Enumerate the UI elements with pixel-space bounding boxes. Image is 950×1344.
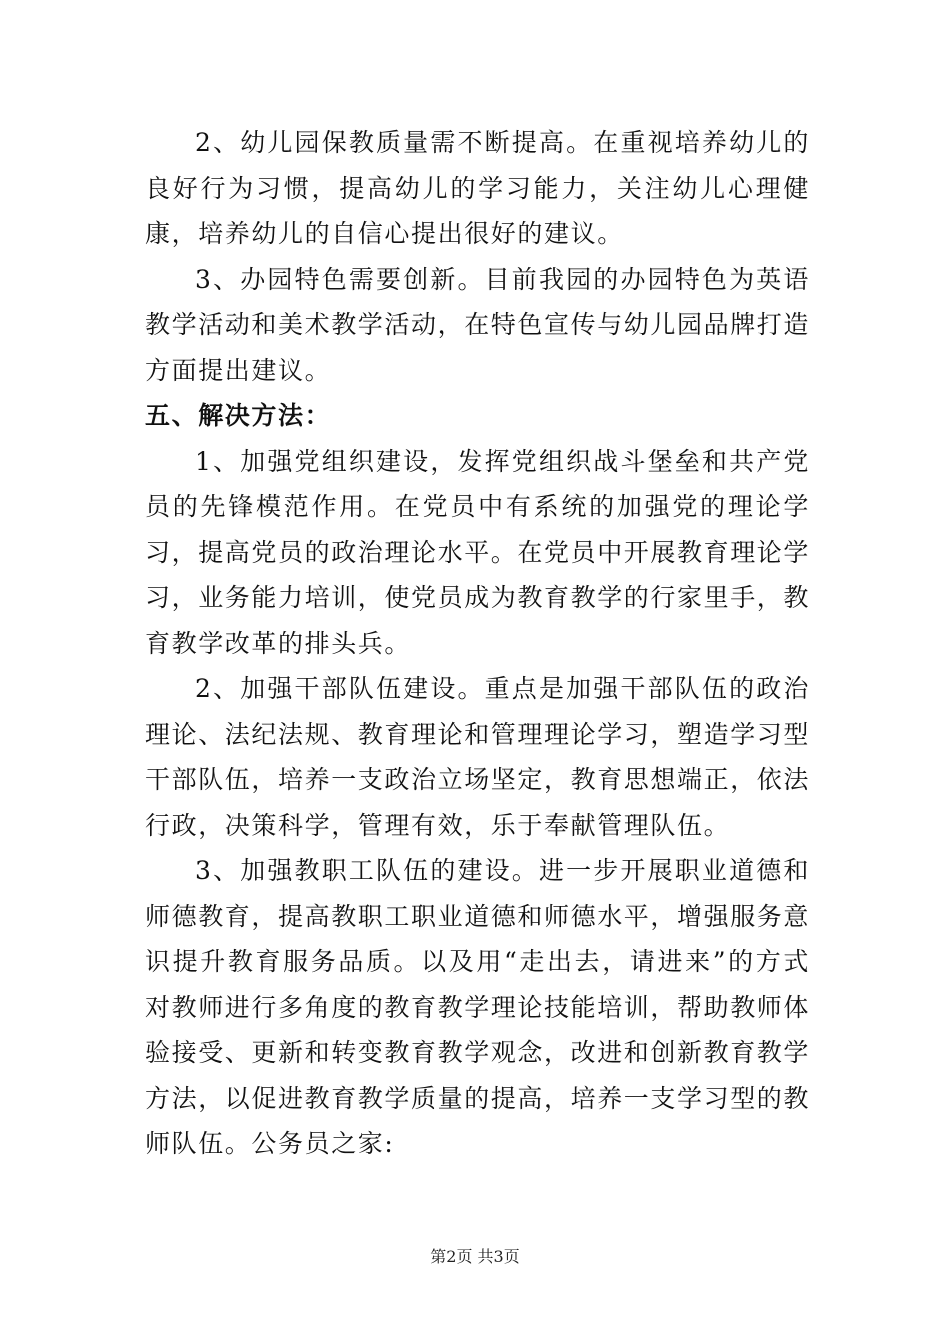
paragraph-staff-team: 3、加强教职工队伍的建设。进一步开展职业道德和师德教育，提高教职工职业道德和师德水平，增强服务意识提升教育服务品质。以及用“走出去，请进来”的方式对教师进行多角度的教育教学理论技能培训，帮助教师体验接受、更新和转变教育教学观念，改进和创新教育教学方法，以促进教育教学质量的提高，培养一支学习型的教师队伍。公务员之家: (145, 856, 811, 1158)
document-body (145, 120, 810, 1167)
paragraph-care-quality: 2、幼儿园保教质量需不断提高。在重视培养幼儿的良好行为习惯，提高幼儿的学习能力，关注幼儿心理健康，培养幼儿的自信心提出很好的建议。 (145, 128, 810, 248)
section-heading-solutions: 五、解决方法： (145, 401, 332, 430)
paragraph-kindergarten-features: 3、办园特色需要创新。目前我园的办园特色为英语教学活动和美术教学活动，在特色宣传与幼儿园品牌打造方面提出建议。 (145, 264, 811, 385)
paragraph-cadre-team: 2、加强干部队伍建设。重点是加强干部队伍的政治理论、法纪法规、教育理论和管理理论学习，塑造学习型干部队伍，培养一支政治立场坚定，教育思想端正，依法行政，决策科学，管理有效，乐于奉献管理队伍。 (145, 674, 811, 840)
paragraph-party-organization: 1、加强党组织建设，发挥党组织战斗堡垒和共产党员的先锋模范作用。在党员中有系统的加强党的理论学习，提高党员的政治理论水平。在党员中开展教育理论学习，业务能力培训，使党员成为教育教学的行家里手，教育教学改革的排头兵。 (145, 446, 811, 658)
page-number-footer: 第2页 共3页 (430, 1247, 520, 1266)
